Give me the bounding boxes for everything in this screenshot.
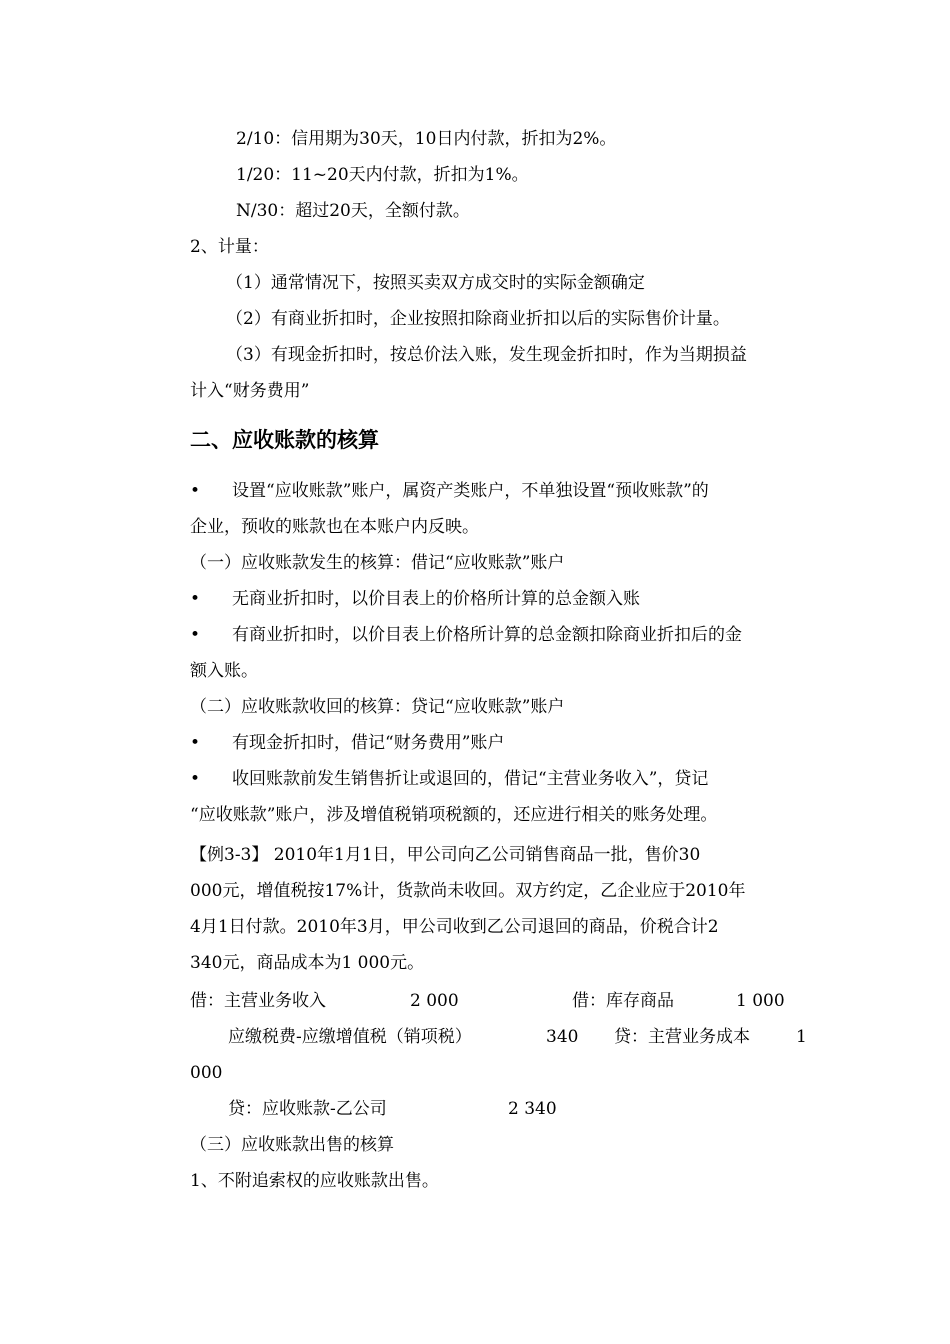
subsection-heading: （三）应收账款出售的核算 xyxy=(190,1135,394,1155)
journal-entry-amount: 1 000 xyxy=(736,991,785,1011)
example-text: 4月1日付款。2010年3月，甲公司收到乙公司退回的商品，价税合计2 xyxy=(190,917,719,937)
text-line: 计入“财务费用” xyxy=(190,381,310,401)
text-line: 2/10：信用期为30天，10日内付款，折扣为2%。 xyxy=(236,129,617,149)
journal-entry-amount: 1 xyxy=(796,1027,807,1047)
bullet-marker: • xyxy=(190,589,201,609)
journal-entry-account: 借：库存商品 xyxy=(572,991,674,1011)
journal-entry-amount: 340 xyxy=(546,1027,579,1047)
journal-entry-amount: 2 340 xyxy=(508,1099,557,1119)
journal-entry-account: 借：主营业务收入 xyxy=(190,991,326,1011)
bullet-marker: • xyxy=(190,625,201,645)
text-line: 2、计量： xyxy=(190,237,269,257)
text-line: （1）通常情况下，按照买卖双方成交时的实际金额确定 xyxy=(226,273,645,293)
journal-entry-amount: 000 xyxy=(190,1063,223,1083)
example-text: 【例3-3】 2010年1月1日，甲公司向乙公司销售商品一批，售价30 xyxy=(190,845,701,865)
bullet-marker: • xyxy=(190,481,201,501)
text-line: N/30：超过20天，全额付款。 xyxy=(236,201,470,221)
bullet-marker: • xyxy=(190,733,201,753)
text-line: 收回账款前发生销售折让或退回的，借记“主营业务收入”，贷记 xyxy=(232,769,709,789)
text-line: “应收账款”账户，涉及增值税销项税额的，还应进行相关的账务处理。 xyxy=(190,805,718,825)
bullet-marker: • xyxy=(190,769,201,789)
journal-entry-account: 贷：主营业务成本 xyxy=(614,1027,750,1047)
text-line: 1/20：11~20天内付款，折扣为1%。 xyxy=(236,165,529,185)
text-line: （3）有现金折扣时，按总价法入账，发生现金折扣时，作为当期损益 xyxy=(226,345,747,365)
subsection-heading: （二）应收账款收回的核算：贷记“应收账款”账户 xyxy=(190,697,565,717)
text-line: 设置“应收账款”账户，属资产类账户，不单独设置“预收账款”的 xyxy=(232,481,709,501)
text-line: 有现金折扣时，借记“财务费用”账户 xyxy=(232,733,505,753)
journal-entry-amount: 2 000 xyxy=(410,991,459,1011)
text-line: （2）有商业折扣时，企业按照扣除商业折扣以后的实际售价计量。 xyxy=(226,309,730,329)
section-heading: 二、应收账款的核算 xyxy=(190,428,379,452)
journal-entry-account: 应缴税费-应缴增值税（销项税） xyxy=(228,1027,472,1047)
text-line: 有商业折扣时，以价目表上价格所计算的总金额扣除商业折扣后的金 xyxy=(232,625,742,645)
text-line: 企业，预收的账款也在本账户内反映。 xyxy=(190,517,479,537)
example-text: 000元，增值税按17%计，货款尚未收回。双方约定，乙企业应于2010年 xyxy=(190,881,746,901)
subsection-heading: （一）应收账款发生的核算：借记“应收账款”账户 xyxy=(190,553,565,573)
journal-entry-account: 贷：应收账款-乙公司 xyxy=(228,1099,387,1119)
text-line: 额入账。 xyxy=(190,661,258,681)
text-line: 1、不附追索权的应收账款出售。 xyxy=(190,1171,439,1191)
example-text: 340元，商品成本为1 000元。 xyxy=(190,953,425,973)
text-line: 无商业折扣时，以价目表上的价格所计算的总金额入账 xyxy=(232,589,640,609)
